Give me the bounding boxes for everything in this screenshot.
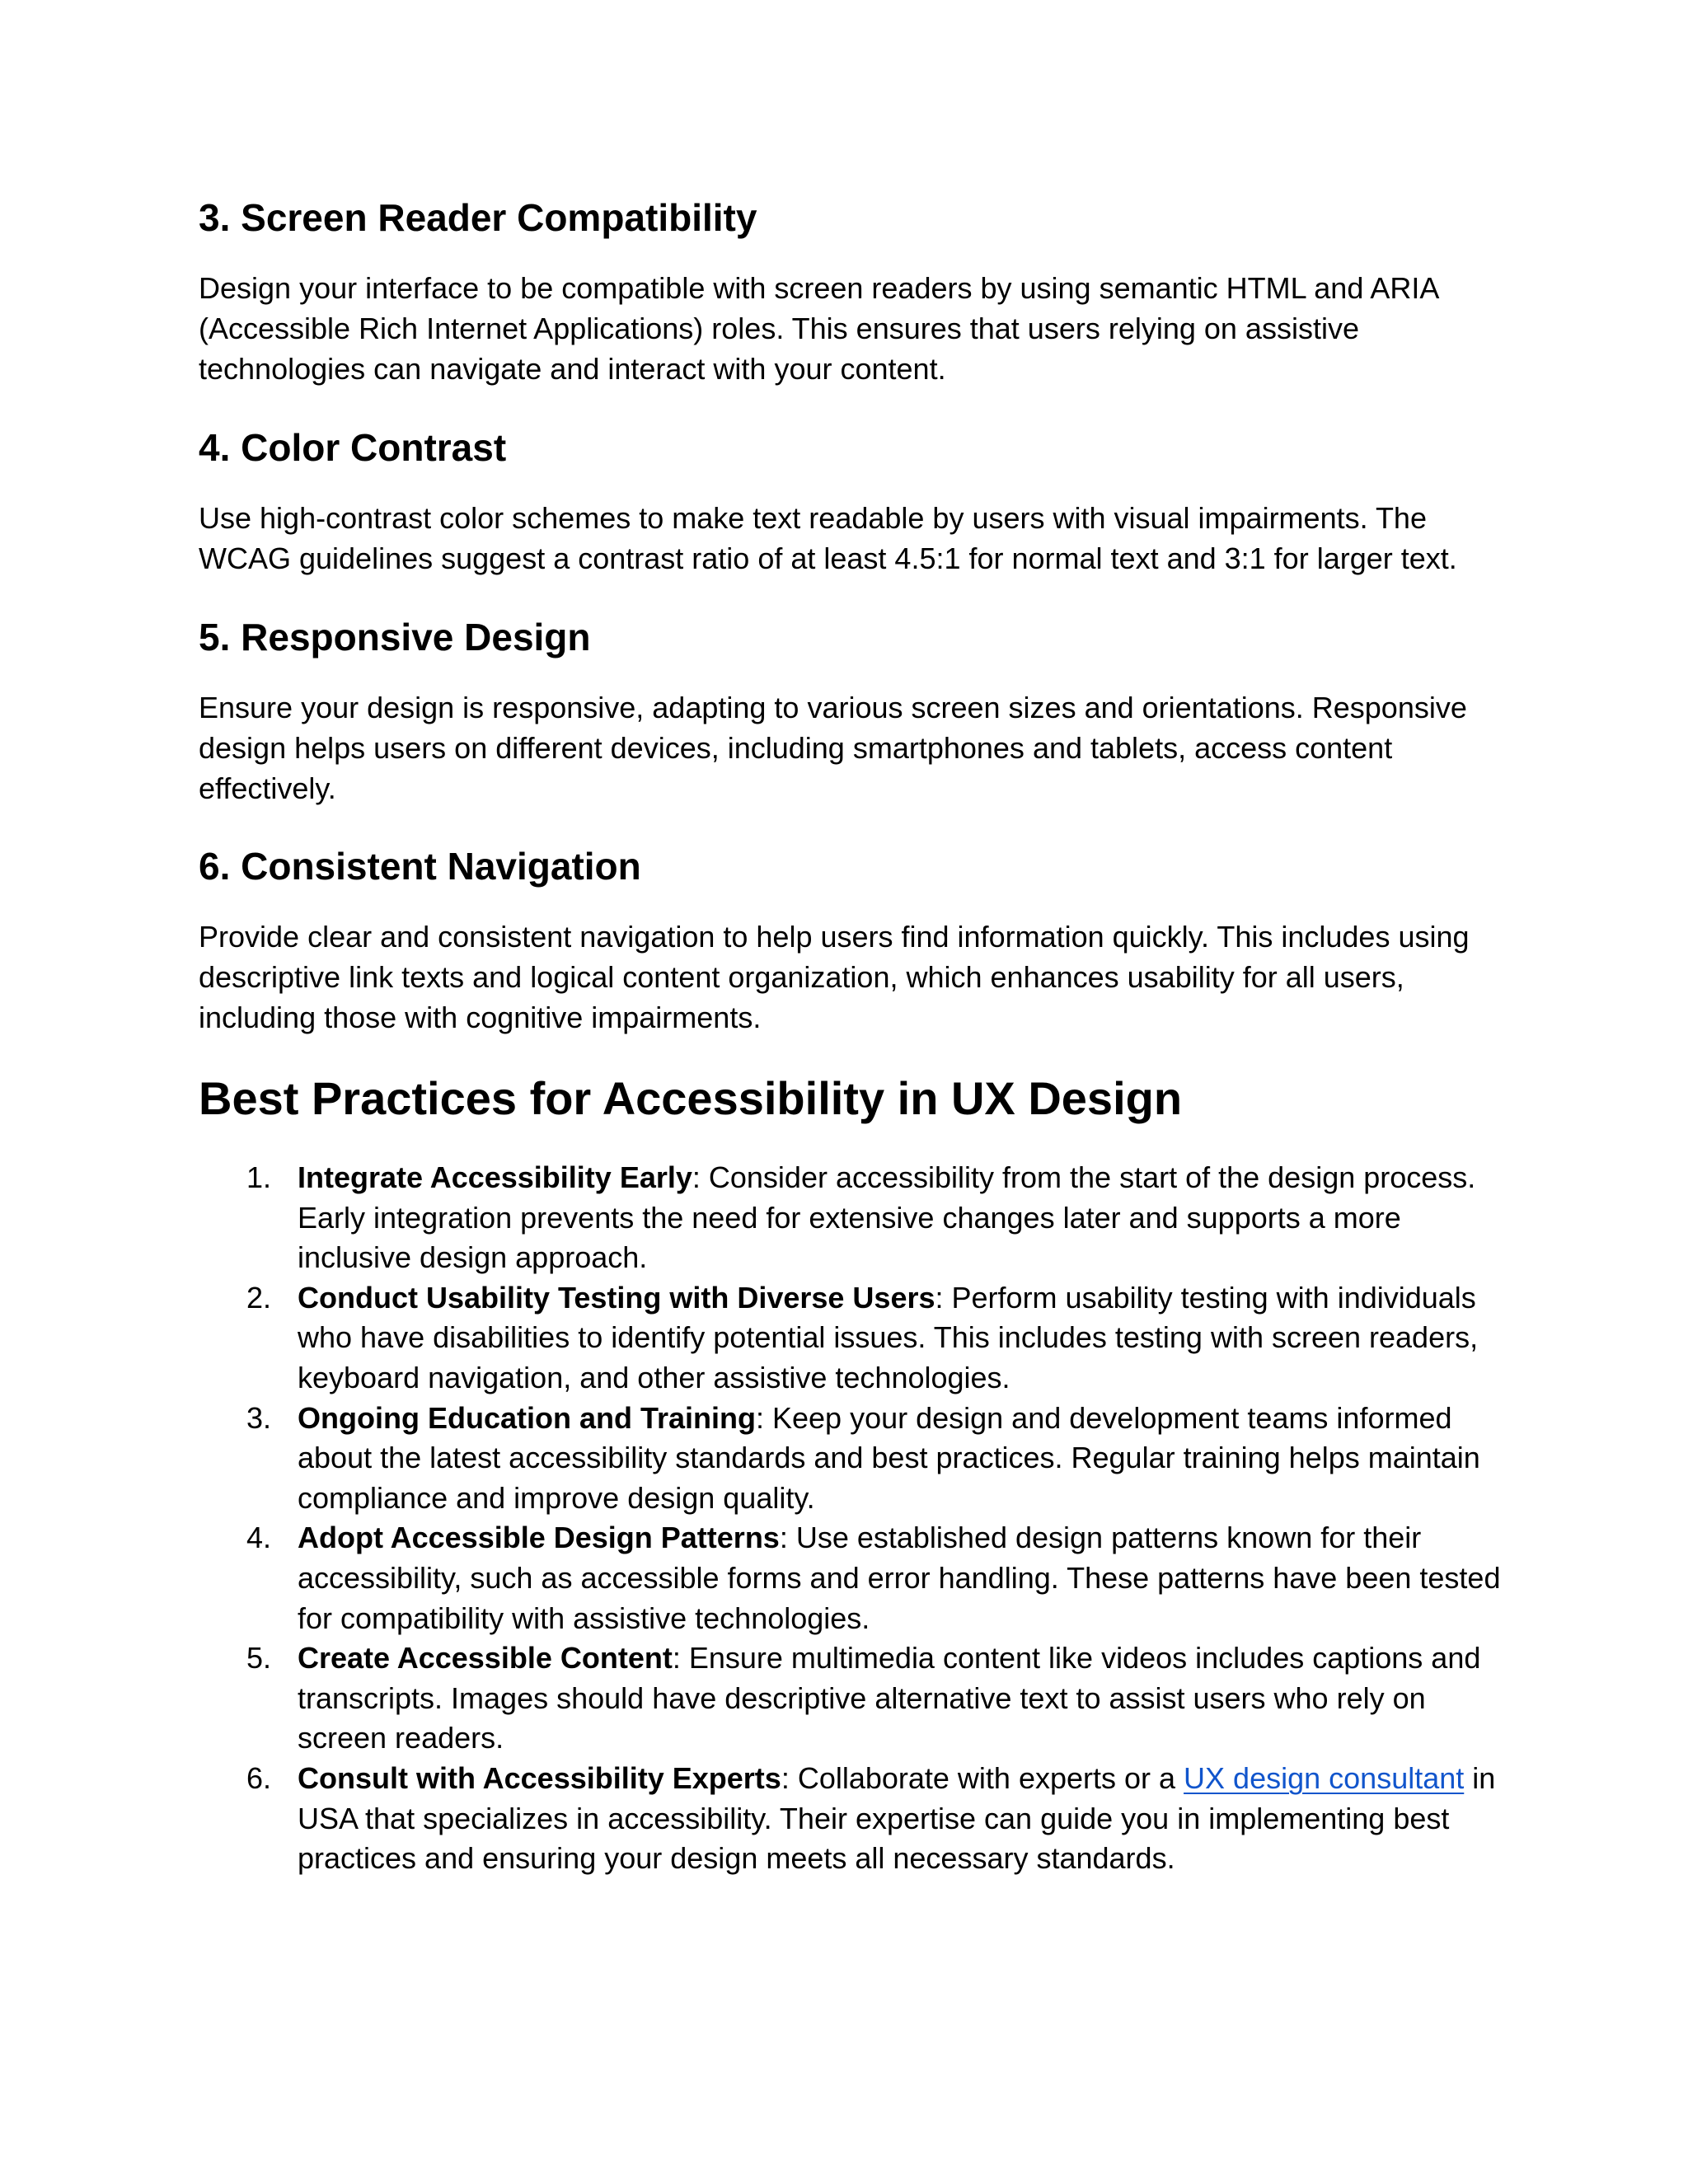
list-item-title: Create Accessible Content — [298, 1641, 673, 1675]
list-item-text: : Perform usability testing with individuals who have disabilities to identify potential issues. This includes testing with screen readers, keyboard navigation, and other assistive technologies. — [298, 1280, 1479, 1394]
section-body-responsive-design: Ensure your design is responsive, adapting to various screen sizes and orientations. Responsive design helps users on different devices, including smartphones and tablets, access content effectively. — [199, 691, 1467, 805]
list-item-number: 6. — [246, 1760, 272, 1795]
list-item-title: Integrate Accessibility Early — [298, 1160, 692, 1194]
list-item-title: Conduct Usability Testing with Diverse Users — [298, 1280, 935, 1315]
list-item-number: 2. — [246, 1280, 272, 1315]
best-practices-heading: Best Practices for Accessibility in UX Design — [199, 1072, 1183, 1124]
list-item-number: 4. — [246, 1521, 272, 1555]
section-heading-responsive-design: 5. Responsive Design — [199, 616, 591, 658]
list-item-text: : Consider accessibility from the start of the design process. Early integration prevents the need for extensive changes later and supports a more inclusive design approach. — [298, 1160, 1476, 1275]
list-item — [199, 1518, 1501, 1638]
section-body-consistent-navigation: Provide clear and consistent navigation to help users find information quickly. This includes using descriptive link texts and logical content organization, which enhances usability for all users, including those with cognitive impairments. — [199, 920, 1470, 1034]
list-item-text: : Use established design patterns known for their accessibility, such as accessible forms and error handling. These patterns have been tested for compatibility with assistive technologies. — [298, 1521, 1501, 1635]
section-heading-consistent-navigation: 6. Consistent Navigation — [199, 845, 641, 888]
list-item-text-after: in USA that specializes in accessibility. Their expertise can guide you in implementing best practices and ensuring your design meets all necessary standards. — [298, 1760, 1496, 1876]
list-item-title: Adopt Accessible Design Patterns — [298, 1521, 780, 1555]
section-heading-screen-reader: 3. Screen Reader Compatibility — [199, 196, 757, 239]
ux-design-consultant-link[interactable]: UX design consultant — [1184, 1760, 1465, 1795]
list-item-text-before: : Collaborate with experts or a — [781, 1760, 1184, 1795]
list-item-title: Ongoing Education and Training — [298, 1400, 756, 1435]
section-body-screen-reader: Design your interface to be compatible with screen readers by using semantic HTML and ARIA (Accessible Rich Internet Applications) roles. This ensures that users relying on assistive technologies can navigate and interact with your content. — [199, 271, 1438, 386]
list-item — [199, 1759, 1501, 1879]
list-item — [199, 1399, 1501, 1519]
best-practices-list — [199, 1158, 1501, 1879]
list-item-text: : Keep your design and development teams informed about the latest accessibility standards and best practices. Regular training helps maintain compliance and improve design quality. — [298, 1400, 1480, 1515]
list-item — [199, 1638, 1501, 1759]
list-item-number: 1. — [246, 1160, 272, 1194]
section-heading-color-contrast: 4. Color Contrast — [199, 426, 507, 469]
list-item-number: 5. — [246, 1641, 272, 1675]
section-body-color-contrast: Use high-contrast color schemes to make text readable by users with visual impairments. The WCAG guidelines suggest a contrast ratio of at least 4.5:1 for normal text and 3:1 for larger text. — [199, 501, 1457, 575]
list-item-number: 3. — [246, 1400, 272, 1435]
list-item — [199, 1158, 1501, 1278]
list-item-title: Consult with Accessibility Experts — [298, 1760, 781, 1795]
list-item-text: : Ensure multimedia content like videos includes captions and transcripts. Images should have descriptive alternative text to assist users who rely on screen readers. — [298, 1641, 1481, 1755]
list-item — [199, 1278, 1501, 1399]
